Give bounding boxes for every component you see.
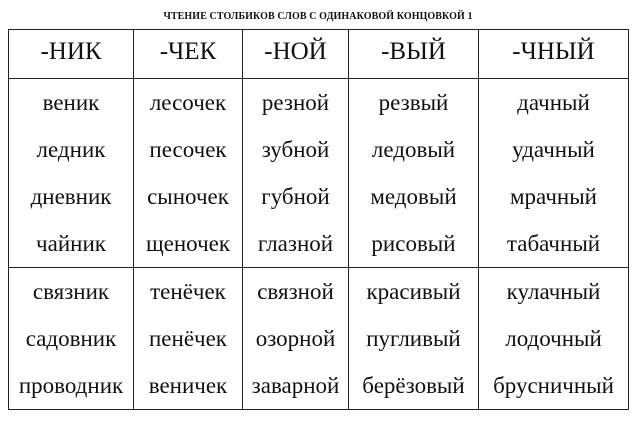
word: глазной	[257, 231, 334, 256]
header-row	[9, 30, 629, 79]
word-cell-chek-2	[134, 268, 243, 410]
word: зубной	[261, 137, 330, 162]
word-group-row-2	[9, 268, 629, 410]
word-cell-noy-1	[243, 79, 349, 268]
header-nik: -НИК	[9, 30, 134, 79]
word-cell-noy-2	[243, 268, 349, 410]
word: резвый	[378, 90, 449, 115]
word-cell-chnyy-2	[479, 268, 629, 410]
header-chnyy: -ЧНЫЙ	[479, 30, 629, 79]
word: ледовый	[371, 137, 456, 162]
header-chek: -ЧЕК	[134, 30, 243, 79]
word: заварной	[251, 373, 340, 398]
header-noy: -НОЙ	[243, 30, 349, 79]
word: веник	[42, 90, 100, 115]
word: резной	[261, 90, 330, 115]
word: щеночек	[145, 231, 231, 256]
word: ледник	[36, 137, 106, 162]
word: красивый	[366, 279, 461, 304]
word: сыночек	[147, 184, 229, 209]
word: проводник	[18, 373, 124, 398]
header-vyy: -ВЫЙ	[349, 30, 479, 79]
word-cell-nik-1	[9, 79, 134, 268]
word: садовник	[25, 326, 117, 351]
word: веничек	[148, 373, 228, 398]
word: пенёчек	[149, 326, 227, 351]
word: лодочный	[505, 326, 602, 351]
word: дачный	[517, 90, 590, 115]
word: рисовый	[371, 231, 456, 256]
word: табачный	[506, 231, 601, 256]
word-cell-chek-1	[134, 79, 243, 268]
word: удачный	[512, 137, 595, 162]
word: озорной	[255, 326, 336, 351]
word-cell-chnyy-1	[479, 79, 629, 268]
word-columns-table	[8, 29, 629, 410]
document-title: ЧТЕНИЕ СТОЛБИКОВ СЛОВ С ОДИНАКОВОЙ КОНЦОВКОЙ 1	[163, 11, 473, 22]
word: связной	[257, 279, 334, 304]
word: брусничный	[493, 373, 614, 398]
word: песочек	[149, 137, 227, 162]
word: связник	[32, 279, 110, 304]
word-cell-vyy-2	[349, 268, 479, 410]
word: мрачный	[510, 184, 597, 209]
word: пугливый	[366, 326, 461, 351]
word: медовый	[370, 184, 457, 209]
word: кулачный	[506, 279, 601, 304]
word: тенёчек	[150, 279, 226, 304]
word: чайник	[36, 231, 106, 256]
word-group-row-1	[9, 79, 629, 268]
word: берёзовый	[362, 373, 465, 398]
word-cell-nik-2	[9, 268, 134, 410]
word: губной	[261, 184, 330, 209]
word: лесочек	[149, 90, 227, 115]
word: дневник	[30, 184, 112, 209]
word-cell-vyy-1	[349, 79, 479, 268]
